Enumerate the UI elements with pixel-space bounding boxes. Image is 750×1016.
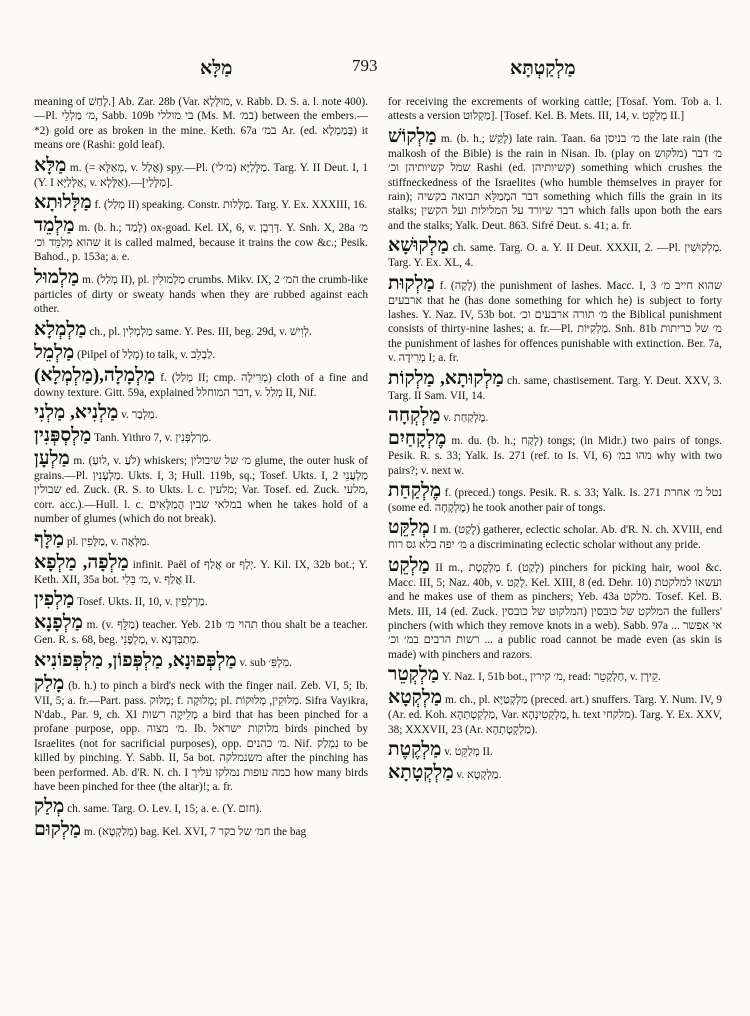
entry-headword: מֶלְקַחַת — [388, 479, 442, 501]
running-head-left: מַלָּא — [200, 58, 233, 79]
dictionary-entry — [388, 555, 722, 662]
dictionary-entry — [388, 762, 722, 783]
entry-definition: f. (preced.) tongs. Pesik. R. s. 33; Yalk. Is. 271 נטל מ׳ אחרת (some ed. מֶלְקָחָה) he took another pair of tongs. — [388, 486, 722, 514]
entry-definition: m. du. (b. h.; לָקַח) tongs; (in Midr.) two pairs of tongs. Pesik. R. s. 33; Yalk. Is. 271 (ref. to Is. VI, 6) מהו במ׳ why with two pairs?; v. next w. — [388, 435, 722, 477]
entry-definition: for receiving the excrements of working cattle; [Tosaf. Yom. Tob a. l. attests a version מַקְלוּט]. [Tosef. Kel. B. Mets. III, 14, v. מְלַקֵּט II.] — [388, 96, 722, 123]
entry-headword: מַלְפְּפוּנָא, מַלְפְּפוֹן, מַלְפְּפוֹנִיא — [34, 649, 237, 671]
dictionary-entry — [388, 739, 722, 760]
entry-definition: v. מֶלְקַחַת. — [443, 412, 489, 425]
dictionary-entry — [388, 273, 722, 366]
entry-definition: pl. מַלָּפִין, v. מַלְּאָה. — [66, 535, 150, 548]
entry-headword: מַלְקוּתָא, מַלְקוֹת — [388, 367, 504, 389]
entry-headword: מַלְקוּשָׁא — [388, 235, 449, 257]
dictionary-entry — [388, 95, 722, 124]
dictionary-entry — [34, 267, 368, 317]
entry-headword: מַלָּלוּתָא — [34, 192, 92, 214]
entry-headword: מַלְקְטָתָא — [388, 761, 454, 783]
entry-headword: מַלְקְטֵר — [388, 664, 440, 686]
dictionary-entry — [34, 365, 368, 400]
entry-definition: (b. h.) to pinch a bird's neck with the finger nail. Zeb. VI, 5; Ib. VII, 5; a. fr.—Part. pass. מָלוּק; f. מְלוּקָה; pl. מְלוּקִין, מְלוּקוֹת. Sifra Vayikra, N'dab., Par. 9, ch. XI מְלִיקָה רשות a bird that has been pinched for a profane purpose, opp. מ׳ מצוה. Ib. מלוקות ישראל birds pinched by Israelites (not for sacrificial purposes), opp. מ׳ כהנים. Nif. נִמְלַק to be killed by pinching. Y. Sabb. II, 5a bot. משנמלקה after the pinching has been performed. Ab. d'R. N. ch. I כמה עופות נמלקו עליך how many birds have been pinched for thee (the altar)!; a. fr. — [34, 679, 368, 793]
entry-headword: מַלְפָנָא — [34, 612, 83, 634]
entry-definition: ch. same. Targ. O. a. Y. II Deut. XXXII, 2. —Pl. מַלְקוּשִׁין. Targ. Y. Ex. XL, 4. — [388, 242, 722, 270]
dictionary-entry — [34, 612, 368, 647]
dictionary-entry — [388, 235, 722, 270]
dictionary-entry — [34, 402, 368, 423]
dictionary-entry — [34, 552, 368, 587]
entry-definition: (Pilpel of מְלַל) to talk, v. לַבְלֵב. — [77, 348, 216, 361]
dictionary-entry — [34, 319, 368, 340]
entry-headword: מַלְקֵט — [388, 554, 430, 576]
dictionary-entry — [34, 192, 368, 213]
dictionary-entry — [34, 155, 368, 190]
entry-definition: v. מַלְבַר. — [121, 409, 158, 422]
dictionary-entry — [34, 589, 368, 610]
entry-definition: m. (b. h.; לָקַשׁ) late rain. Taan. 6a מ׳ בניסן the late rain (the malkosh of the Bible) is the rain in Nisan. Ib. (play on מלקוש) מ׳ דבר שמל קשיותיהן וכ׳ Rashi (ed. קשיותיהן) something which crushes the stiffneckedness of the Israelites (who humble themselves in prayer for rain); דבר המְמַלֵּא תבואה בקשיה something which fills the grain in its stalks; דבר שיורד על המלילות ועל הקשין which falls upon both the ears and the stalks; Yalk. Deut. 863. Sifré Deut. s. 41; a. fr. — [388, 132, 722, 232]
entry-definition: f. (מְלַל II; cmp. מְרִילָה) cloth of a fine and downy texture. Gitt. 59a, explained דבר המוחלל, v. מְלַל II, Nif. — [34, 371, 368, 399]
dictionary-entry — [34, 819, 368, 840]
entry-headword: מַלְסְפְּנִין — [34, 425, 92, 447]
entry-definition: ch., pl. מַלְמְלִין same. Y. Pes. III, beg. 29d, v. לְוִישׁ. — [89, 325, 312, 338]
entry-definition: ch. same. Targ. O. Lev. I, 15; a. e. (Y. חזם). — [67, 803, 262, 816]
entry-headword: מַלְפִין — [34, 589, 75, 611]
entry-headword: מַלְקוֹשׁ — [388, 125, 437, 147]
page-header — [0, 56, 750, 82]
entry-headword: מַלְמָלָה,(מַלְמְלָא) — [34, 364, 156, 386]
entry-definition: m. ch., pl. מַלְקְטַיָּא (preced. art.) snuffers. Targ. Y. Num. IV, 9 (Ar. ed. Koh. מַלְקְטָתְהָא, Var. מַלְקְטִינְהָא, h. text מלקחי). Targ. Y. Ex. XXV, 38; XXXVII, 23 (Ar. מַלְקְטָתְהָא). — [388, 694, 722, 736]
entry-headword: מַלְקְטָא — [388, 687, 442, 709]
entry-definition: Tosef. Ukts. II, 10, v. מַרְלְפִין. — [77, 596, 208, 609]
entry-definition: Y. Naz. I, 51b bot., מ׳ קירין, read: חַלְקְטֵר, v. קֵירָן. — [441, 671, 661, 684]
entry-headword: מָלַק — [34, 672, 65, 694]
entry-headword: מַלָּף — [34, 528, 64, 550]
entry-headword: מַלְמְלָא — [34, 318, 87, 340]
entry-definition: infinit. Paël of אֲלַף or יְלַף. Y. Kil. IX, 32b bot.; Y. Keth. XII, 35a bot. מ׳ בֵּלִי, v. אֲלַף II. — [34, 558, 368, 586]
entry-headword: מְלַק — [34, 796, 65, 818]
dictionary-entry — [388, 126, 722, 233]
entry-definition: f. (לָקָה) the punishment of lashes. Macc. I, 3 שהוא חייב מ׳ ארבעים that he (has done something for which he) is subject to forty lashes. Y. Naz. IV, 53b bot. מ׳ תורה ארבעים וכ׳ the Biblical punishment consists of thirty-nine lashes; a. fr.—Pl. מַלְקִיּוֹת. Snh. 81b מ׳ של כריתות the punishment of lashes for offences punishable with extinction. Ber. 7a, v. מְרִידָה I; a. fr. — [388, 279, 722, 365]
entry-definition: v. sub מִלְפִּ׳. — [239, 656, 292, 669]
entry-definition: v. מַלְקְטָא. — [456, 768, 502, 781]
running-head-right: מַלְקַטְתָּא — [510, 58, 576, 79]
dictionary-entry — [388, 687, 722, 737]
dictionary-entry — [34, 215, 368, 265]
dictionary-entry — [388, 368, 722, 403]
dictionary-entry — [34, 95, 368, 153]
entry-headword: מַלְקוּת — [388, 272, 435, 294]
entry-headword: מַלְפָה, מַלְפָא — [34, 551, 129, 573]
dictionary-entry — [34, 796, 368, 817]
dictionary-entry — [34, 650, 368, 671]
dictionary-entry — [388, 664, 722, 685]
entry-headword: מַלָּא — [34, 154, 67, 176]
entry-headword: מַלְמוּל — [34, 266, 80, 288]
entry-definition: m. (מְלַקְטָא) bag. Kel. XVI, 7 חמ׳ של בקר the bag — [83, 826, 307, 839]
dictionary-entry — [34, 448, 368, 527]
entry-definition: v. מְלַקֵּט II. — [444, 745, 493, 758]
page-number: 793 — [352, 56, 378, 75]
dictionary-entry — [34, 342, 368, 363]
entry-definition: m. (מְלַל II), pl. מַלְמוּלִין crumbs. Mikv. IX, 2 המ׳ the crumb-like particles of dirty or sweaty hands when they are rubbed against each other. — [34, 273, 368, 316]
entry-definition: m. (v. מַלֵּף) teacher. Yeb. 21b תהוי מ׳ thou shalt be a teacher. Gen. R. s. 68, beg. מַלְפָּנֵי, v. מְתַבְּדְּנָא. — [34, 619, 368, 647]
dictionary-entry — [388, 405, 722, 426]
entry-headword: מַלְמֵד — [34, 215, 75, 237]
dictionary-entry — [34, 673, 368, 795]
dictionary-entry — [34, 425, 368, 446]
entry-definition: m. (= מְאַלָּא, v. אֲלַל) spy.—Pl. מַלָּלַיָּא (מ׳לי). Targ. Y. II Deut. I, 1 (Y. I אַלָּלַיָּא, v. אַלָּלָא).—[מַלָּלַי]. — [34, 161, 368, 189]
dictionary-entry — [388, 428, 722, 478]
entry-definition: Tanh. Yithro 7, v. מַרְלְפְּנִין. — [94, 432, 212, 445]
entry-headword: מַלְעָן — [34, 448, 70, 470]
dictionary-entry — [388, 517, 722, 552]
entry-headword: מַלְמֵל — [34, 341, 75, 363]
entry-headword: מַלְקוּם — [34, 819, 82, 841]
entry-headword: מַלְקֶטֶת — [388, 738, 442, 760]
entry-definition: meaning of לָחַשׁ.] Ab. Zar. 28b (Var. מוּלְּלָא, v. Rabb. D. S. a. l. note 400).—Pl. מ׳ מַלְלֵי, Sabb. 109b בי מוללי (Ms. M. במ׳) between the embers.—*2) gold ore as broken in the mine. Keth. 67a במ׳ Ar. (ed. בְּמַמְלָא) it means ore (Rashi: gold leaf). — [34, 96, 368, 152]
dictionary-entry — [34, 529, 368, 550]
entry-definition: ch. same, chastisement. Targ. Y. Deut. XXV, 3. Targ. II Sam. VII, 14. — [388, 374, 722, 402]
entry-definition: I m. (לָקַט) gatherer, eclectic scholar. Ab. d'R. N. ch. XVIII, end מ׳ יפה בלא גס רוח a discriminating eclectic scholar without any pride. — [388, 524, 722, 552]
entry-definition: m. (לוּעַ, v. לֹעַ) whiskers; מ׳ של שיבולין glume, the outer husk of grains.—Pl. מַלְעָנִין. Ukts. I, 3; Hull. 119b, sq.; Tosef. Ukts. I, 2 מַלְעֲנֵי שבולין ed. Zuck. (R. S. to Ukts. l. c. מלעין; Var. Tosef. ed. Zuck. מלעי, corr. acc.).—Hull. l. c. במלאי שבין הֲמַלָּאִים when he takes hold of a number of glumes (which do not break). — [34, 455, 368, 526]
entry-definition: II m., מַלְקֶטֶת f. (לָקַט) pinchers for picking hair, wool &c. Macc. III, 5; Naz. 40b, v. לָקַט. Kel. XIII, 8 (ed. Dehr. 10) ועשאו למלקטת and he makes use of them as pinchers; Yeb. 43a מלקט. Tosef. Kel. B. Mets. III, 14 (ed. Zuck. המלקוט של כובסין) המלקט של כובסין the fullers' pinchers (with which they remove knots in a web). Sabb. 97a ... אי אפשר ... רשות הרבים במ׳ וכ׳ a public road cannot be made even (as skin is made) with pinchers and razors. — [388, 561, 722, 661]
dictionary-entry — [388, 480, 722, 515]
entry-definition: f. (מְלַל II) speaking. Constr. מַלָּלוּת. Targ. Y. Ex. XXXIII, 16. — [94, 199, 368, 212]
entry-headword: מַלְקְחָה — [388, 405, 441, 427]
entry-headword: מַלְנִיא, מַלְנִי — [34, 402, 119, 424]
left-column — [34, 95, 368, 1000]
right-column — [388, 95, 722, 1000]
entry-headword: מֶלְקָחַיִם — [388, 428, 447, 450]
entry-definition: m. (b. h.; לָמַד) ox-goad. Kel. IX, 6, v. דָּרְבָן. Y. Snh. X, 28a מ׳ שהוא מְלַמֵּד וכ׳ it is called malmed, because it trains the cow &c.; Pesik. Bahod., p. 153a; a. e. — [34, 222, 368, 264]
entry-headword: מְלַקֵּט — [388, 517, 430, 539]
